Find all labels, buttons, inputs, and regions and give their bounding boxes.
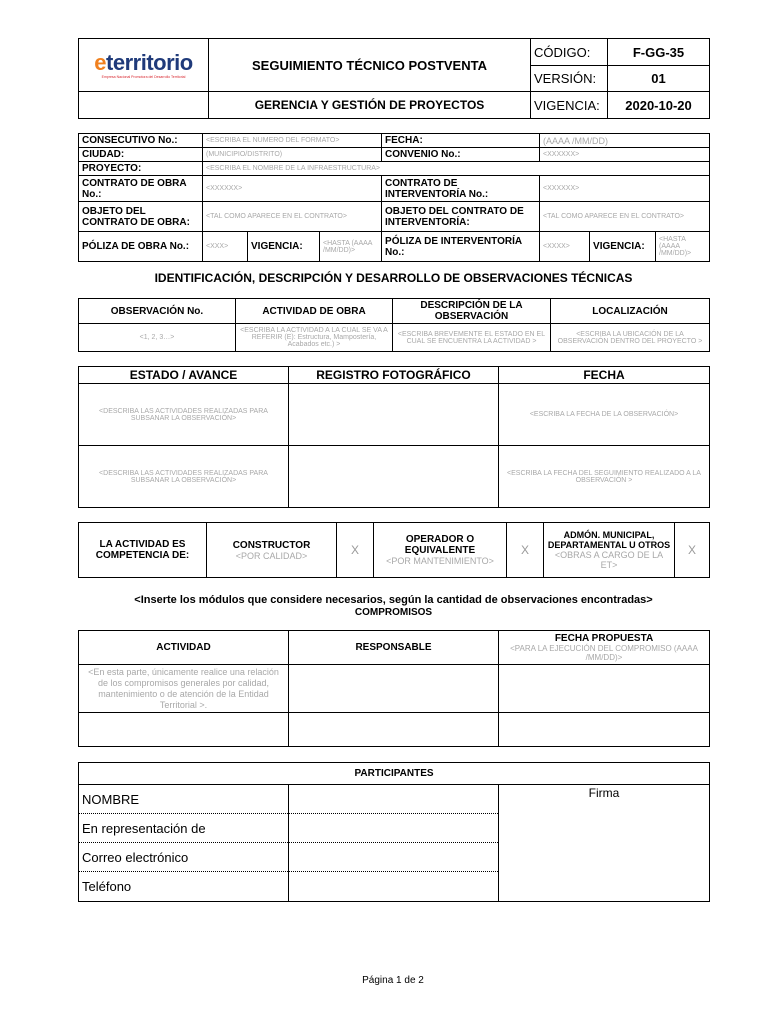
obs-actividad-field[interactable]: <ESCRIBA LA ACTIVIDAD A LA CUAL SE VA A REFERIR (E): Estructura, Mampostería, Acabados etc.) > — [236, 324, 393, 352]
logo-cell — [79, 39, 209, 92]
obs-header-localizacion: LOCALIZACIÓN — [551, 299, 710, 324]
admon-label: ADMÓN. MUNICIPAL, DEPARTAMENTAL U OTROS — [547, 530, 671, 550]
poliza-interv-label: PÓLIZA DE INTERVENTORÍA No.: — [382, 232, 540, 262]
nombre-field[interactable] — [289, 785, 499, 814]
responsable-header: RESPONSABLE — [289, 631, 499, 665]
logo-blank — [79, 92, 209, 119]
poliza-obra-field[interactable]: <XXX> — [203, 232, 248, 262]
firma-label: Firma — [588, 786, 620, 800]
form-subtitle: GERENCIA Y GESTIÓN DE PROYECTOS — [209, 92, 531, 119]
fecha-field[interactable]: (AAAA /MM/DD) — [540, 134, 710, 148]
vigencia-value: 2020-10-20 — [608, 92, 710, 119]
compromiso-responsable-field[interactable] — [289, 713, 499, 747]
objeto-obra-label: OBJETO DEL CONTRATO DE OBRA: — [79, 202, 203, 232]
constructor-ph: <POR CALIDAD> — [235, 550, 308, 561]
constructor-mark[interactable]: X — [337, 523, 374, 578]
fecha-header: FECHA — [499, 367, 710, 384]
fecha-propuesta-header-cell — [499, 631, 710, 665]
compromisos-title: COMPROMISOS — [354, 607, 433, 618]
obs-numero-field[interactable]: <1, 2, 3…> — [79, 324, 236, 352]
compromiso-actividad-field[interactable]: <En esta parte, únicamente realice una relación de los compromisos generales por calidad, mantenimiento o de atención de la Entidad Territorial >. — [79, 665, 289, 713]
fecha-obs-field[interactable]: <ESCRIBA LA FECHA DE LA OBSERVACIÓN> — [499, 384, 710, 446]
operador-label: OPERADOR O EQUIVALENTE — [404, 534, 476, 556]
operador-option[interactable] — [374, 523, 507, 578]
compromisos-table — [78, 630, 710, 747]
firma-cell[interactable] — [499, 785, 710, 902]
convenio-label: CONVENIO No.: — [382, 148, 540, 162]
fecha-propuesta-header: FECHA PROPUESTA — [554, 633, 654, 644]
logo: eterritorio — [94, 49, 193, 75]
constructor-label: CONSTRUCTOR — [232, 539, 311, 551]
photo-field[interactable] — [289, 384, 499, 446]
actividad-header: ACTIVIDAD — [79, 631, 289, 665]
contrato-obra-field[interactable]: <XXXXXX> — [203, 176, 382, 202]
codigo-label: CÓDIGO: — [531, 39, 608, 66]
fecha-seguimiento-field[interactable]: <ESCRIBA LA FECHA DEL SEGUIMIENTO REALIZADO A LA OBSERVACIÓN > — [499, 446, 710, 508]
vigencia-obra-field[interactable]: <HASTA (AAAA /MM/DD)> — [320, 232, 382, 262]
correo-field[interactable] — [289, 843, 499, 872]
fecha-label: FECHA: — [382, 134, 540, 148]
participantes-title: PARTICIPANTES — [79, 763, 710, 785]
convenio-field[interactable]: <XXXXXX> — [540, 148, 710, 162]
compromiso-fecha-field[interactable] — [499, 665, 710, 713]
objeto-obra-field[interactable]: <TAL COMO APARECE EN EL CONTRATO> — [203, 202, 382, 232]
compromiso-fecha-field[interactable] — [499, 713, 710, 747]
participantes-table — [78, 762, 710, 902]
estado-field[interactable]: <DESCRIBA LAS ACTIVIDADES REALIZADAS PARA SUBSANAR LA OBSERVACIÓN> — [79, 446, 289, 508]
consecutivo-label: CONSECUTIVO No.: — [79, 134, 203, 148]
ciudad-field[interactable]: (MUNICIPIO/DISTRITO) — [203, 148, 382, 162]
estado-table — [78, 366, 710, 508]
representacion-label: En representación de — [79, 814, 289, 843]
obs-header-actividad: ACTIVIDAD DE OBRA — [236, 299, 393, 324]
section-title: IDENTIFICACIÓN, DESCRIPCIÓN Y DESARROLLO DE OBSERVACIONES TÉCNICAS — [154, 271, 633, 285]
poliza-interv-field[interactable]: <XXXX> — [540, 232, 590, 262]
header-table — [78, 38, 710, 119]
correo-label: Correo electrónico — [79, 843, 289, 872]
page-footer: Página 1 de 2 — [362, 975, 424, 986]
proyecto-label: PROYECTO: — [79, 162, 203, 176]
proyecto-field[interactable]: <ESCRIBA EL NOMBRE DE LA INFRAESTRUCTURA> — [203, 162, 710, 176]
vigencia-label: VIGENCIA: — [531, 92, 608, 119]
operador-mark[interactable]: X — [507, 523, 544, 578]
competencia-label: LA ACTIVIDAD ES COMPETENCIA DE: — [79, 523, 207, 578]
obs-header-numero: OBSERVACIÓN No. — [79, 299, 236, 324]
objeto-interv-label: OBJETO DEL CONTRATO DE INTERVENTORÍA: — [382, 202, 540, 232]
compromiso-responsable-field[interactable] — [289, 665, 499, 713]
logo-tagline: Empresa Nacional Promotora del Desarrollo Territorial — [101, 74, 186, 79]
insert-note: <Inserte los módulos que considere necesarios, según la cantidad de observaciones encontradas> — [134, 594, 653, 606]
telefono-field[interactable] — [289, 872, 499, 902]
nombre-label: NOMBRE — [79, 785, 289, 814]
form-title: SEGUIMIENTO TÉCNICO POSTVENTA — [209, 39, 531, 92]
representacion-field[interactable] — [289, 814, 499, 843]
ciudad-label: CIUDAD: — [79, 148, 203, 162]
registro-header: REGISTRO FOTOGRÁFICO — [289, 367, 499, 384]
admon-option[interactable] — [544, 523, 675, 578]
obs-header-descripcion: DESCRIPCIÓN DE LA OBSERVACIÓN — [393, 299, 551, 324]
competencia-table — [78, 522, 710, 578]
contrato-interv-label: CONTRATO DE INTERVENTORÍA No.: — [382, 176, 540, 202]
admon-mark[interactable]: X — [675, 523, 710, 578]
vigencia-interv-label: VIGENCIA: — [590, 232, 656, 262]
contrato-interv-field[interactable]: <XXXXXX> — [540, 176, 710, 202]
observation-table — [78, 298, 710, 352]
vigencia-interv-field[interactable]: <HASTA (AAAA /MM/DD)> — [656, 232, 710, 262]
telefono-label: Teléfono — [79, 872, 289, 902]
vigencia-obra-label: VIGENCIA: — [248, 232, 320, 262]
photo-field[interactable] — [289, 446, 499, 508]
codigo-value: F-GG-35 — [608, 39, 710, 66]
version-label: VERSIÓN: — [531, 66, 608, 92]
contrato-obra-label: CONTRATO DE OBRA No.: — [79, 176, 203, 202]
estado-header: ESTADO / AVANCE — [79, 367, 289, 384]
admon-ph: <OBRAS A CARGO DE LA ET> — [554, 550, 664, 570]
operador-ph: <POR MANTENIMIENTO> — [386, 556, 494, 566]
version-value: 01 — [608, 66, 710, 92]
estado-field[interactable]: <DESCRIBA LAS ACTIVIDADES REALIZADAS PARA SUBSANAR LA OBSERVACIÓN> — [79, 384, 289, 446]
objeto-interv-field[interactable]: <TAL COMO APARECE EN EL CONTRATO> — [540, 202, 710, 232]
obs-descripcion-field[interactable]: <ESCRIBA BREVEMENTE EL ESTADO EN EL CUAL SE ENCUENTRA LA ACTIVIDAD > — [393, 324, 551, 352]
constructor-option[interactable] — [207, 523, 337, 578]
consecutivo-field[interactable]: <ESCRIBA EL NUMERO DEL FORMATO> — [203, 134, 382, 148]
obs-localizacion-field[interactable]: <ESCRIBA LA UBICACIÓN DE LA OBSERVACIÓN DENTRO DEL PROYECTO > — [551, 324, 710, 352]
compromiso-actividad-field[interactable] — [79, 713, 289, 747]
fecha-propuesta-ph: <PARA LA EJECUCIÓN DEL COMPROMISO (AAAA /MM/DD)> — [510, 644, 698, 662]
poliza-obra-label: PÓLIZA DE OBRA No.: — [79, 232, 203, 262]
info-table — [78, 133, 710, 262]
